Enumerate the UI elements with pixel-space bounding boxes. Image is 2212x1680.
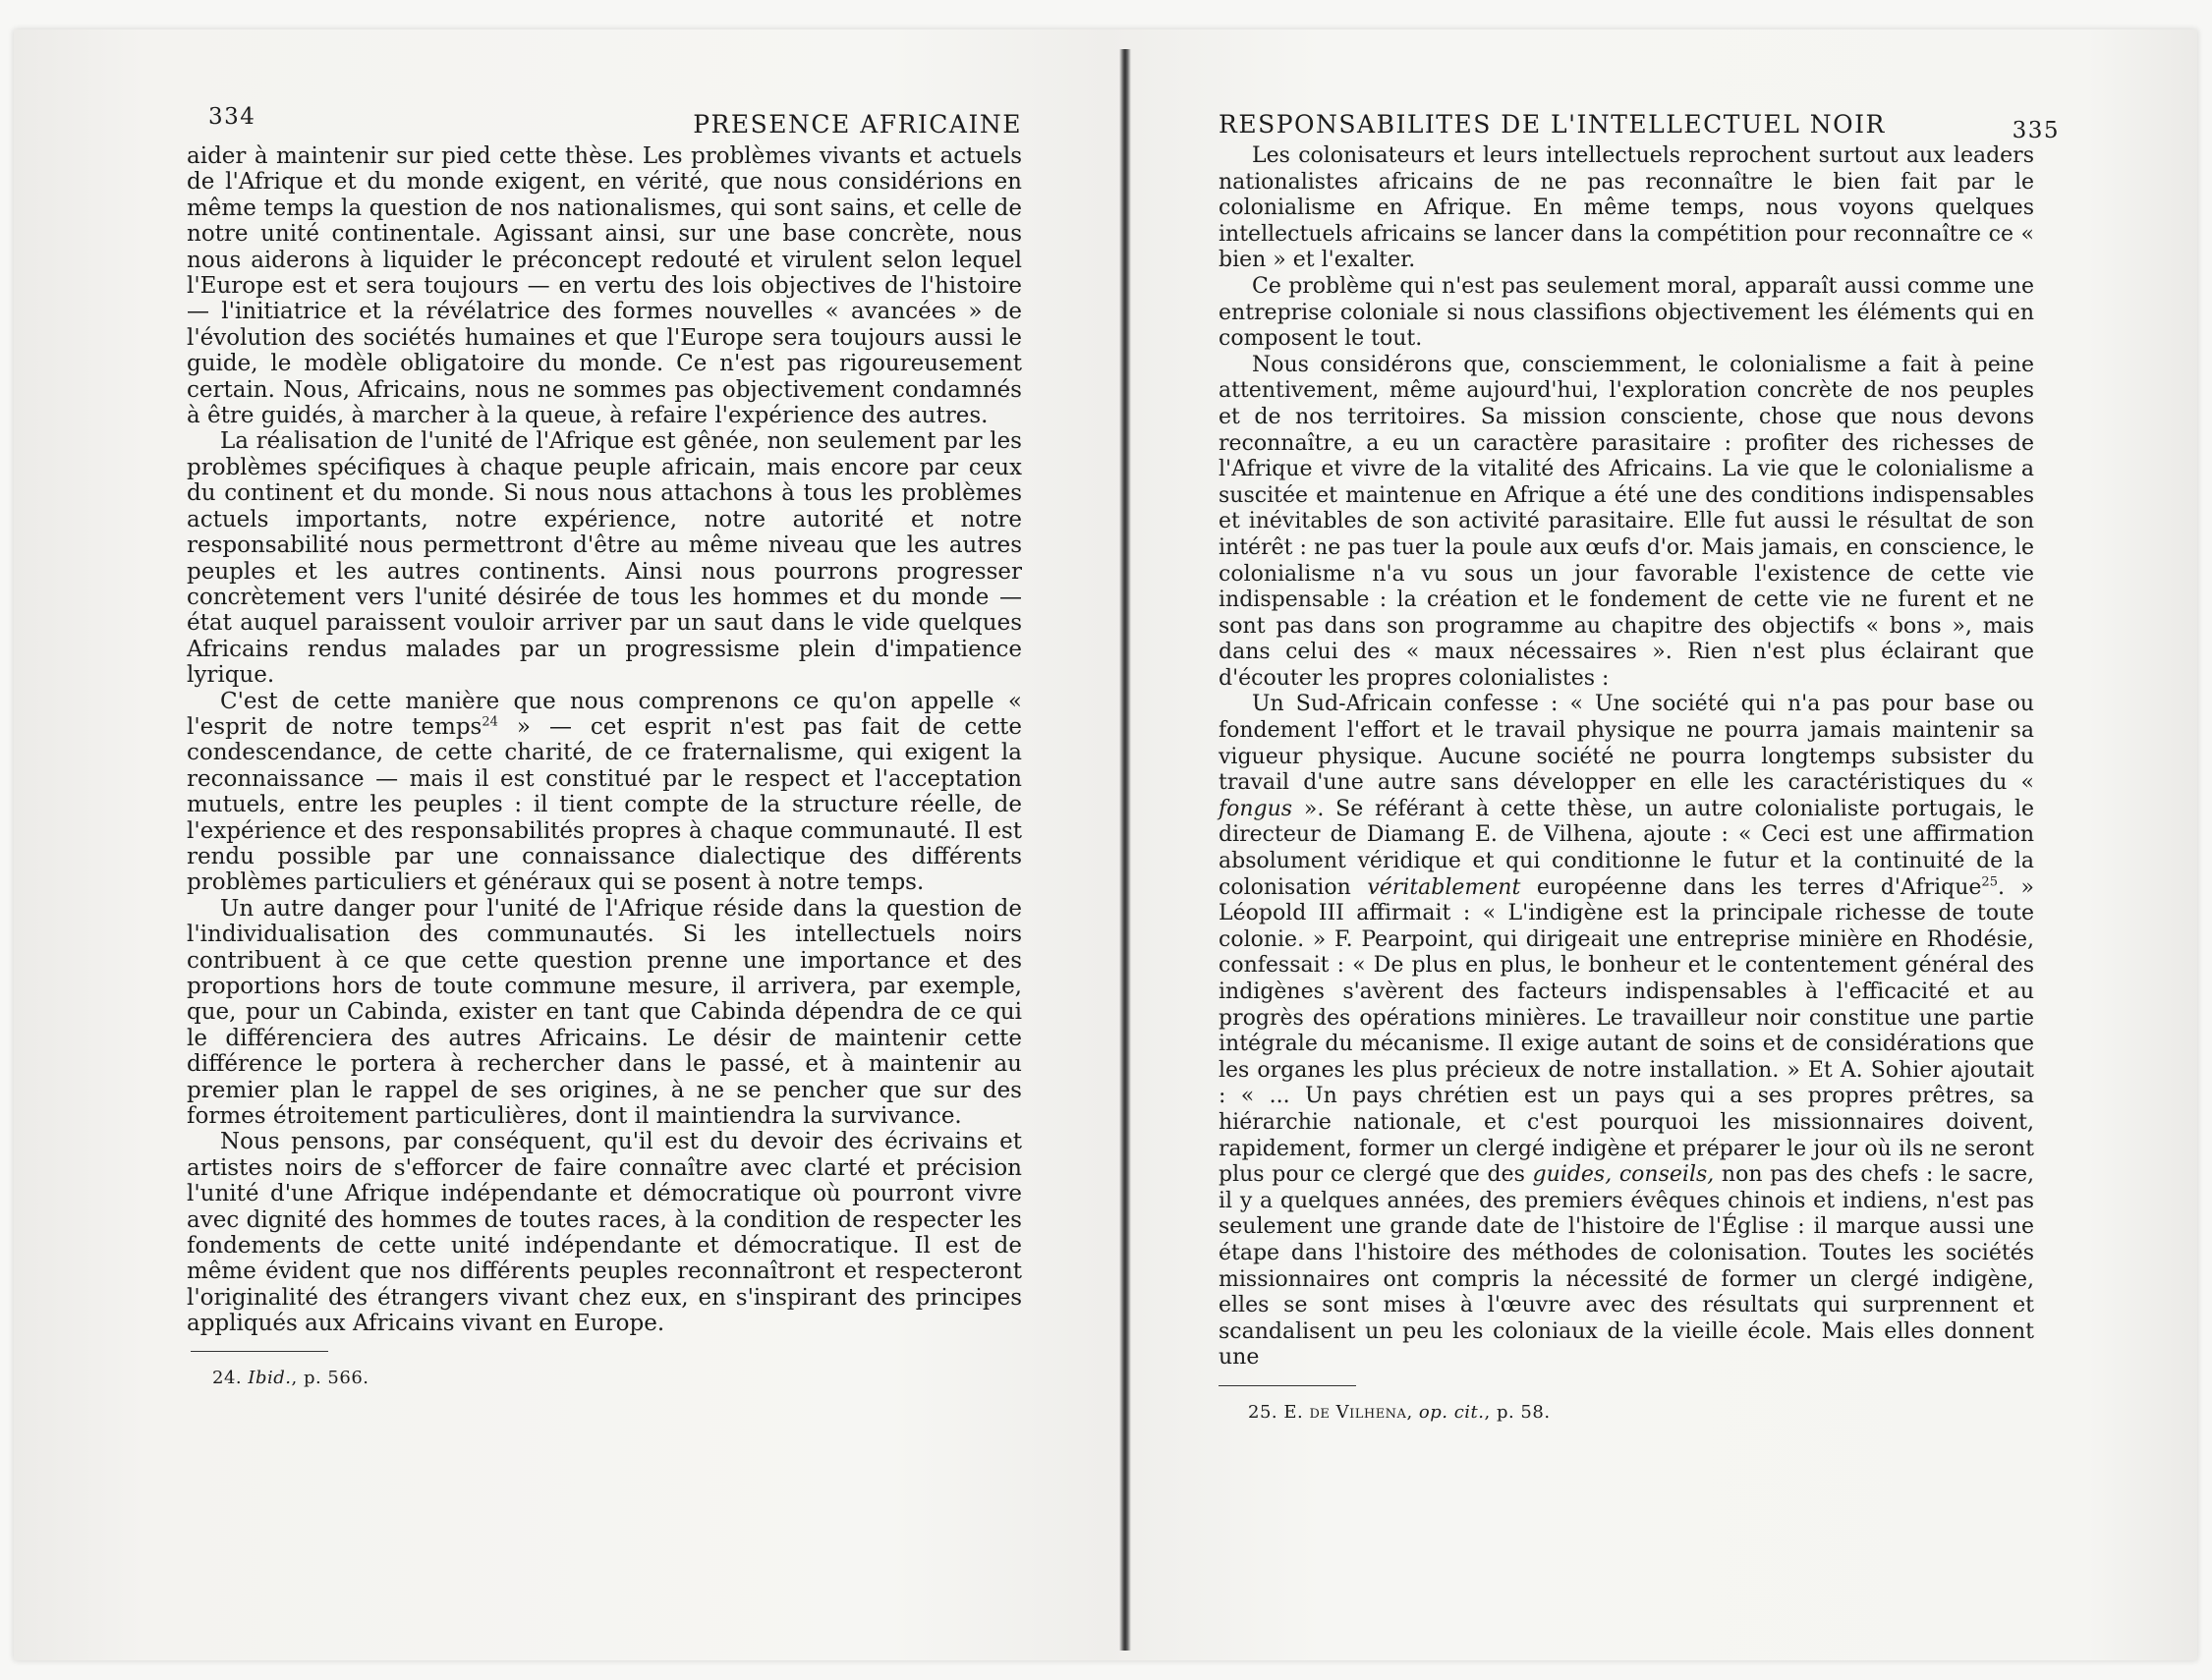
- right-paragraph-4-veritablement: véritablement: [1367, 874, 1521, 900]
- right-footnote: 25. E. de Vilhena, op. cit., p. 58.: [1248, 1401, 1551, 1423]
- left-page-number: 334: [208, 104, 256, 130]
- footnote-ref-25: 25: [1981, 874, 1998, 890]
- right-footnote-author: E. de Vilhena: [1283, 1401, 1407, 1423]
- left-paragraph-3-part-2: » — cet esprit n'est pas fait de cette condescendance, de cette charité, de ce fraternalisme, qui exigent la reconnaissance — mais il est constitué par le respect et l'acceptation mutuels, entre les peuples : il tient compte de la structure réelle, de l'expérience et des responsabilités propres à chaque communauté. Il est rendu possible par une connaissance dialectique des différents problèmes particuliers et généraux qui se posent à notre temps.: [187, 713, 1022, 896]
- right-paragraph-4-part-1: Un Sud-Africain confesse : « Une société qui n'a pas pour base ou fondement l'effort et le travail physique ne pourra jamais maintenir sa vigueur physique. Aucune société ne pourra longtemps subsister du travail d'une autre sans développer en elle les caractéristiques du «: [1219, 692, 2034, 796]
- left-footnote-page: , p. 566.: [291, 1367, 369, 1388]
- footnote-ref-24: 24: [482, 714, 498, 730]
- right-body-text: [1219, 143, 2034, 1372]
- right-paragraph-4-part-3: européenne dans les terres d'Afrique: [1520, 874, 1982, 900]
- right-page: [1219, 98, 2060, 1423]
- right-running-head: [1219, 98, 2060, 143]
- left-page: [187, 98, 1022, 1388]
- left-running-title: PRESENCE AFRICAINE: [693, 110, 1022, 139]
- right-page-number: 335: [2012, 118, 2060, 143]
- right-paragraph-4-fongus: fongus: [1219, 796, 1293, 821]
- right-paragraph-4-guides: guides, conseils,: [1532, 1162, 1715, 1188]
- left-paragraph-2: La réalisation de l'unité de l'Afrique est gênée, non seulement par les problèmes spécifiques à chaque peuple africain, mais encore par ceux du continent et du monde. Si nous nous attachons à tous les problèmes actuels importants, notre expérience, notre autorité et notre responsabilité nous permettront d'être au même niveau que les autres peuples et les autres continents. Ainsi nous pourrons progresser concrètement vers l'unité désirée de tous les hommes et du monde — état auquel paraissent vouloir arriver par un saut dans le vide quelques Africains rendus malades par un progressisme plein d'impatience lyrique.: [187, 428, 1022, 689]
- left-body-text: [187, 143, 1022, 1337]
- left-paragraph-4: Un autre danger pour l'unité de l'Afrique réside dans la question de l'individualisation des communautés. Si les intellectuels noirs contribuent à ce que cette question prenne une importance et des proportions hors de toute commune mesure, il arrivera, par exemple, que, pour un Cabinda, exister en tant que Cabinda dépendra de ce qui le différenciera des autres Africains. Le désir de maintenir cette différence le portera à rechercher dans le passé, et à maintenir au premier plan le rappel de ses origines, à ne se pencher que sur des formes étroitement particulières, dont il maintiendra la survivance.: [187, 895, 1022, 1130]
- right-paragraph-2: Ce problème qui n'est pas seulement moral, apparaît aussi comme une entreprise coloniale si nous classifions objectivement les éléments qui en composent le tout.: [1219, 273, 2034, 352]
- left-paragraph-3-part-1: C'est de cette manière que nous comprenons ce qu'on appelle « l'esprit de notre temps: [187, 688, 1022, 740]
- right-footnote-page: , p. 58.: [1484, 1401, 1551, 1423]
- left-footnote-number: 24.: [212, 1367, 243, 1388]
- left-paragraph-5: Nous pensons, par conséquent, qu'il est du devoir des écrivains et artistes noirs de s'efforcer de faire connaître avec clarté et précision l'unité d'une Afrique indépendante et démocratique où pourront vivre avec dignité des hommes de toutes races, à la condition de respecter les fondements de cette unité indépendante et démocratique. Il est de même évident que nos différents peuples reconnaîtront et respecteront l'originalité des étrangers vivant chez eux, en s'inspirant des principes appliqués aux Africains vivant en Europe.: [187, 1129, 1022, 1337]
- right-paragraph-4: [1219, 692, 2034, 1371]
- book-gutter: [1119, 49, 1131, 1651]
- left-footnote: [212, 1368, 1022, 1388]
- right-paragraph-4-part-2: ». Se référant à cette thèse, un autre colonialiste portugais, le directeur de Diamang E. de Vilhena, ajoute : « Ceci est une affirmation absolument véridique et qui conditionne le futur et la continuité de la colonisation: [1219, 796, 2034, 900]
- left-running-head: [187, 98, 1022, 143]
- right-footnote-rule: [1219, 1385, 1356, 1386]
- right-paragraph-4-part-5: non pas des chefs : le sacre, il y a quelques années, des premiers évêques chinois et indiens, n'est pas seulement une grande date de l'histoire de l'Église : il marque aussi une étape dans l'histoire des méthodes de colonisation. Toutes les sociétés missionnaires ont compris la nécessité de former un clergé indigène, elles se sont mises à l'œuvre avec des résultats qui surprennent et scandalisent un peu les coloniaux de la vieille école. Mais elles donnent une: [1219, 1162, 2034, 1371]
- right-paragraph-1: Les colonisateurs et leurs intellectuels reprochent surtout aux leaders nationalistes africains de ne pas reconnaître le bien fait par le colonialisme en Afrique. En même temps, nous voyons quelques intellectuels africains se lancer dans la compétition pour reconnaître ce « bien » et l'exalter.: [1219, 143, 2034, 273]
- right-paragraph-4-part-4: . » Léopold III affirmait : « L'indigène est la principale richesse de toute colonie. » F. Pearpoint, qui dirigeait une entreprise minière en Rhodésie, confessait : « De plus en plus, le bonheur et le contentement général des indigènes s'avèrent des facteurs indispensables à l'efficacité et au progrès des opérations minières. Le travailleur noir constitue une partie intégrale du mécanisme. Il exige autant de soins et de considérations que les organes les plus précieux de notre installation. » Et A. Sohier ajoutait : « ... Un pays chrétien est un pays qui a ses propres prêtres, sa hiérarchie nationale, et c'est pourquoi les missionnaires doivent, rapidement, former un clergé indigène et préparer le jour où ils ne seront plus pour ce clergé que des: [1219, 874, 2034, 1188]
- left-paragraph-1: aider à maintenir sur pied cette thèse. Les problèmes vivants et actuels de l'Afrique et du monde exigent, en vérité, que nous considérions en même temps la question de nos nationalismes, qui sont sains, et celle de notre unité continentale. Agissant ainsi, sur une base concrète, nous nous aiderons à liquider le préconcept redouté et virulent selon lequel l'Europe est et sera toujours — en vertu des lois objectives de l'histoire — l'initiatrice et la révélatrice des formes nouvelles « avancées » de l'évolution des sociétés humaines et que l'Europe sera toujours aussi le guide, le modèle obligatoire du monde. Ce n'est pas rigoureusement certain. Nous, Africains, nous ne sommes pas objectivement condamnés à être guidés, à marcher à la queue, à refaire l'expérience des autres.: [187, 143, 1022, 429]
- left-paragraph-3: [187, 689, 1022, 896]
- right-paragraph-3: Nous considérons que, consciemment, le colonialisme a fait à peine attentivement, même aujourd'hui, l'exploration concrète de nos peuples et de nos territoires. Sa mission consciente, chose que nous devons reconnaître, a eu un caractère parasitaire : profiter des richesses de l'Afrique et vivre de la vitalité des Africains. La vie que le colonialisme a suscitée et maintenue en Afrique a été une des conditions indispensables et inévitables de son activité parasitaire. Elle fut aussi le résultat de son intérêt : ne pas tuer la poule aux œufs d'or. Mais jamais, en conscience, le colonialisme n'a vu sous un jour favorable l'existence de cette vie indispensable : la création et le fondement de cette vie ne furent et ne sont pas dans son programme au chapitre des objectifs « bons », mais dans celui des « maux nécessaires ». Rien n'est plus éclairant que d'écouter les propres colonialistes :: [1219, 352, 2034, 691]
- right-footnote-opcit: op. cit.: [1418, 1401, 1485, 1423]
- left-footnote-ibid: Ibid.: [248, 1367, 292, 1388]
- right-running-title: RESPONSABILITES DE L'INTELLECTUEL NOIR: [1219, 110, 1886, 139]
- left-footnote-rule: [191, 1351, 328, 1352]
- right-footnote-number: 25.: [1248, 1401, 1278, 1423]
